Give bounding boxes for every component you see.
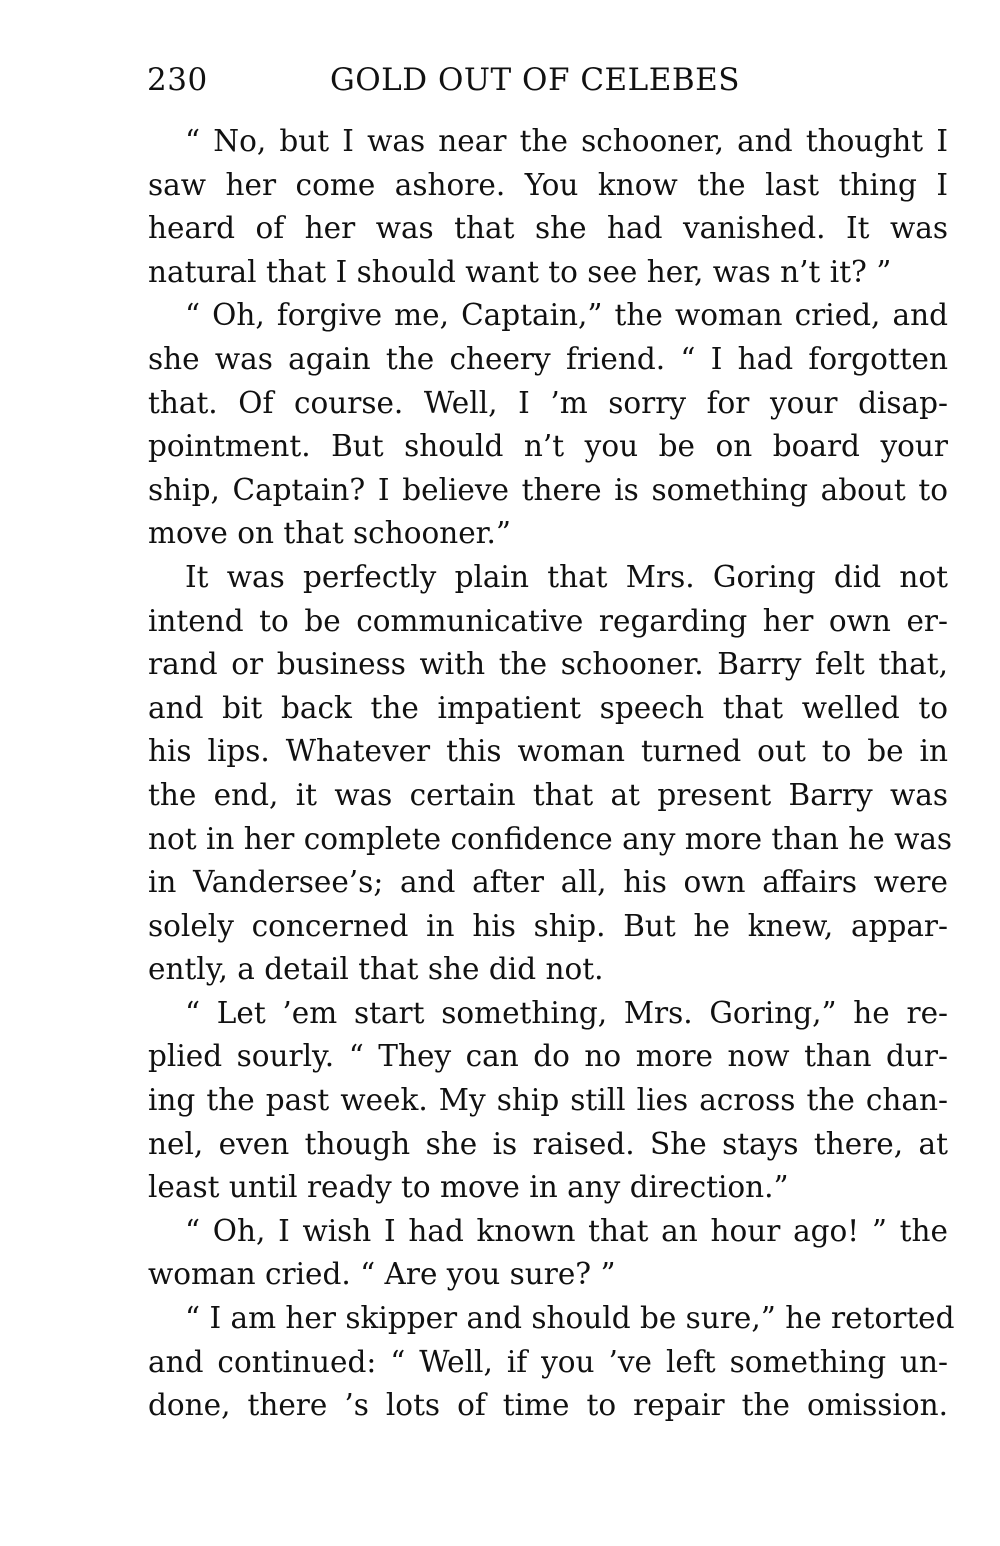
text-line: not in her complete confidence any more than he was bbox=[148, 821, 953, 856]
text-line: the end, it was certain that at present Barry was bbox=[148, 777, 948, 812]
text-line: ship, Captain? I believe there is something about to bbox=[148, 472, 948, 507]
text-line: “ No, but I was near the schooner, and thought I bbox=[185, 124, 948, 158]
text-line: ing the past week. My ship still lies across the chan- bbox=[148, 1083, 948, 1118]
text-line: heard of her was that she had vanished. It was bbox=[148, 211, 948, 246]
text-line: his lips. Whatever this woman turned out to be in bbox=[148, 734, 948, 769]
body-text bbox=[148, 120, 955, 1428]
text-line: solely concerned in his ship. But he knew, appar- bbox=[148, 908, 948, 943]
text-line: nel, even though she is raised. She stays there, at bbox=[148, 1126, 948, 1161]
running-title: GOLD OUT OF CELEBES bbox=[330, 62, 741, 98]
running-head bbox=[147, 58, 947, 102]
text-line: intend to be communicative regarding her own er- bbox=[148, 603, 948, 638]
text-line: woman cried. “ Are you sure? ” bbox=[148, 1257, 616, 1292]
text-line: in Vandersee’s; and after all, his own affairs were bbox=[148, 865, 948, 900]
text-line: and continued: “ Well, if you ’ve left something un- bbox=[148, 1344, 948, 1379]
text-line: done, there ’s lots of time to repair the omission. bbox=[148, 1388, 948, 1423]
text-line: she was again the cheery friend. “ I had forgotten bbox=[148, 341, 948, 376]
text-line: It was perfectly plain that Mrs. Goring did not bbox=[185, 559, 948, 594]
text-line: and bit back the impatient speech that welled to bbox=[148, 690, 948, 725]
text-line: “ I am her skipper and should be sure,” he retorted bbox=[185, 1301, 955, 1336]
page-number: 230 bbox=[147, 62, 208, 98]
text-line: rand or business with the schooner. Barry felt that, bbox=[148, 647, 948, 682]
text-line: pointment. But should n’t you be on board your bbox=[148, 429, 948, 464]
text-line: move on that schooner.” bbox=[148, 516, 512, 551]
text-line: “ Oh, I wish I had known that an hour ago! ” the bbox=[185, 1213, 948, 1248]
text-line: natural that I should want to see her, was n’t it? ” bbox=[148, 254, 892, 289]
text-line: least until ready to move in any direction.” bbox=[148, 1170, 789, 1205]
text-line: “ Let ’em start something, Mrs. Goring,” he re- bbox=[185, 995, 948, 1030]
text-line: saw her come ashore. You know the last thing I bbox=[148, 167, 948, 202]
text-line: “ Oh, forgive me, Captain,” the woman cried, and bbox=[185, 298, 948, 333]
text-line: that. Of course. Well, I ’m sorry for your disap- bbox=[148, 385, 948, 420]
text-line: ently, a detail that she did not. bbox=[148, 952, 604, 987]
text-line: plied sourly. “ They can do no more now than dur- bbox=[148, 1039, 948, 1074]
